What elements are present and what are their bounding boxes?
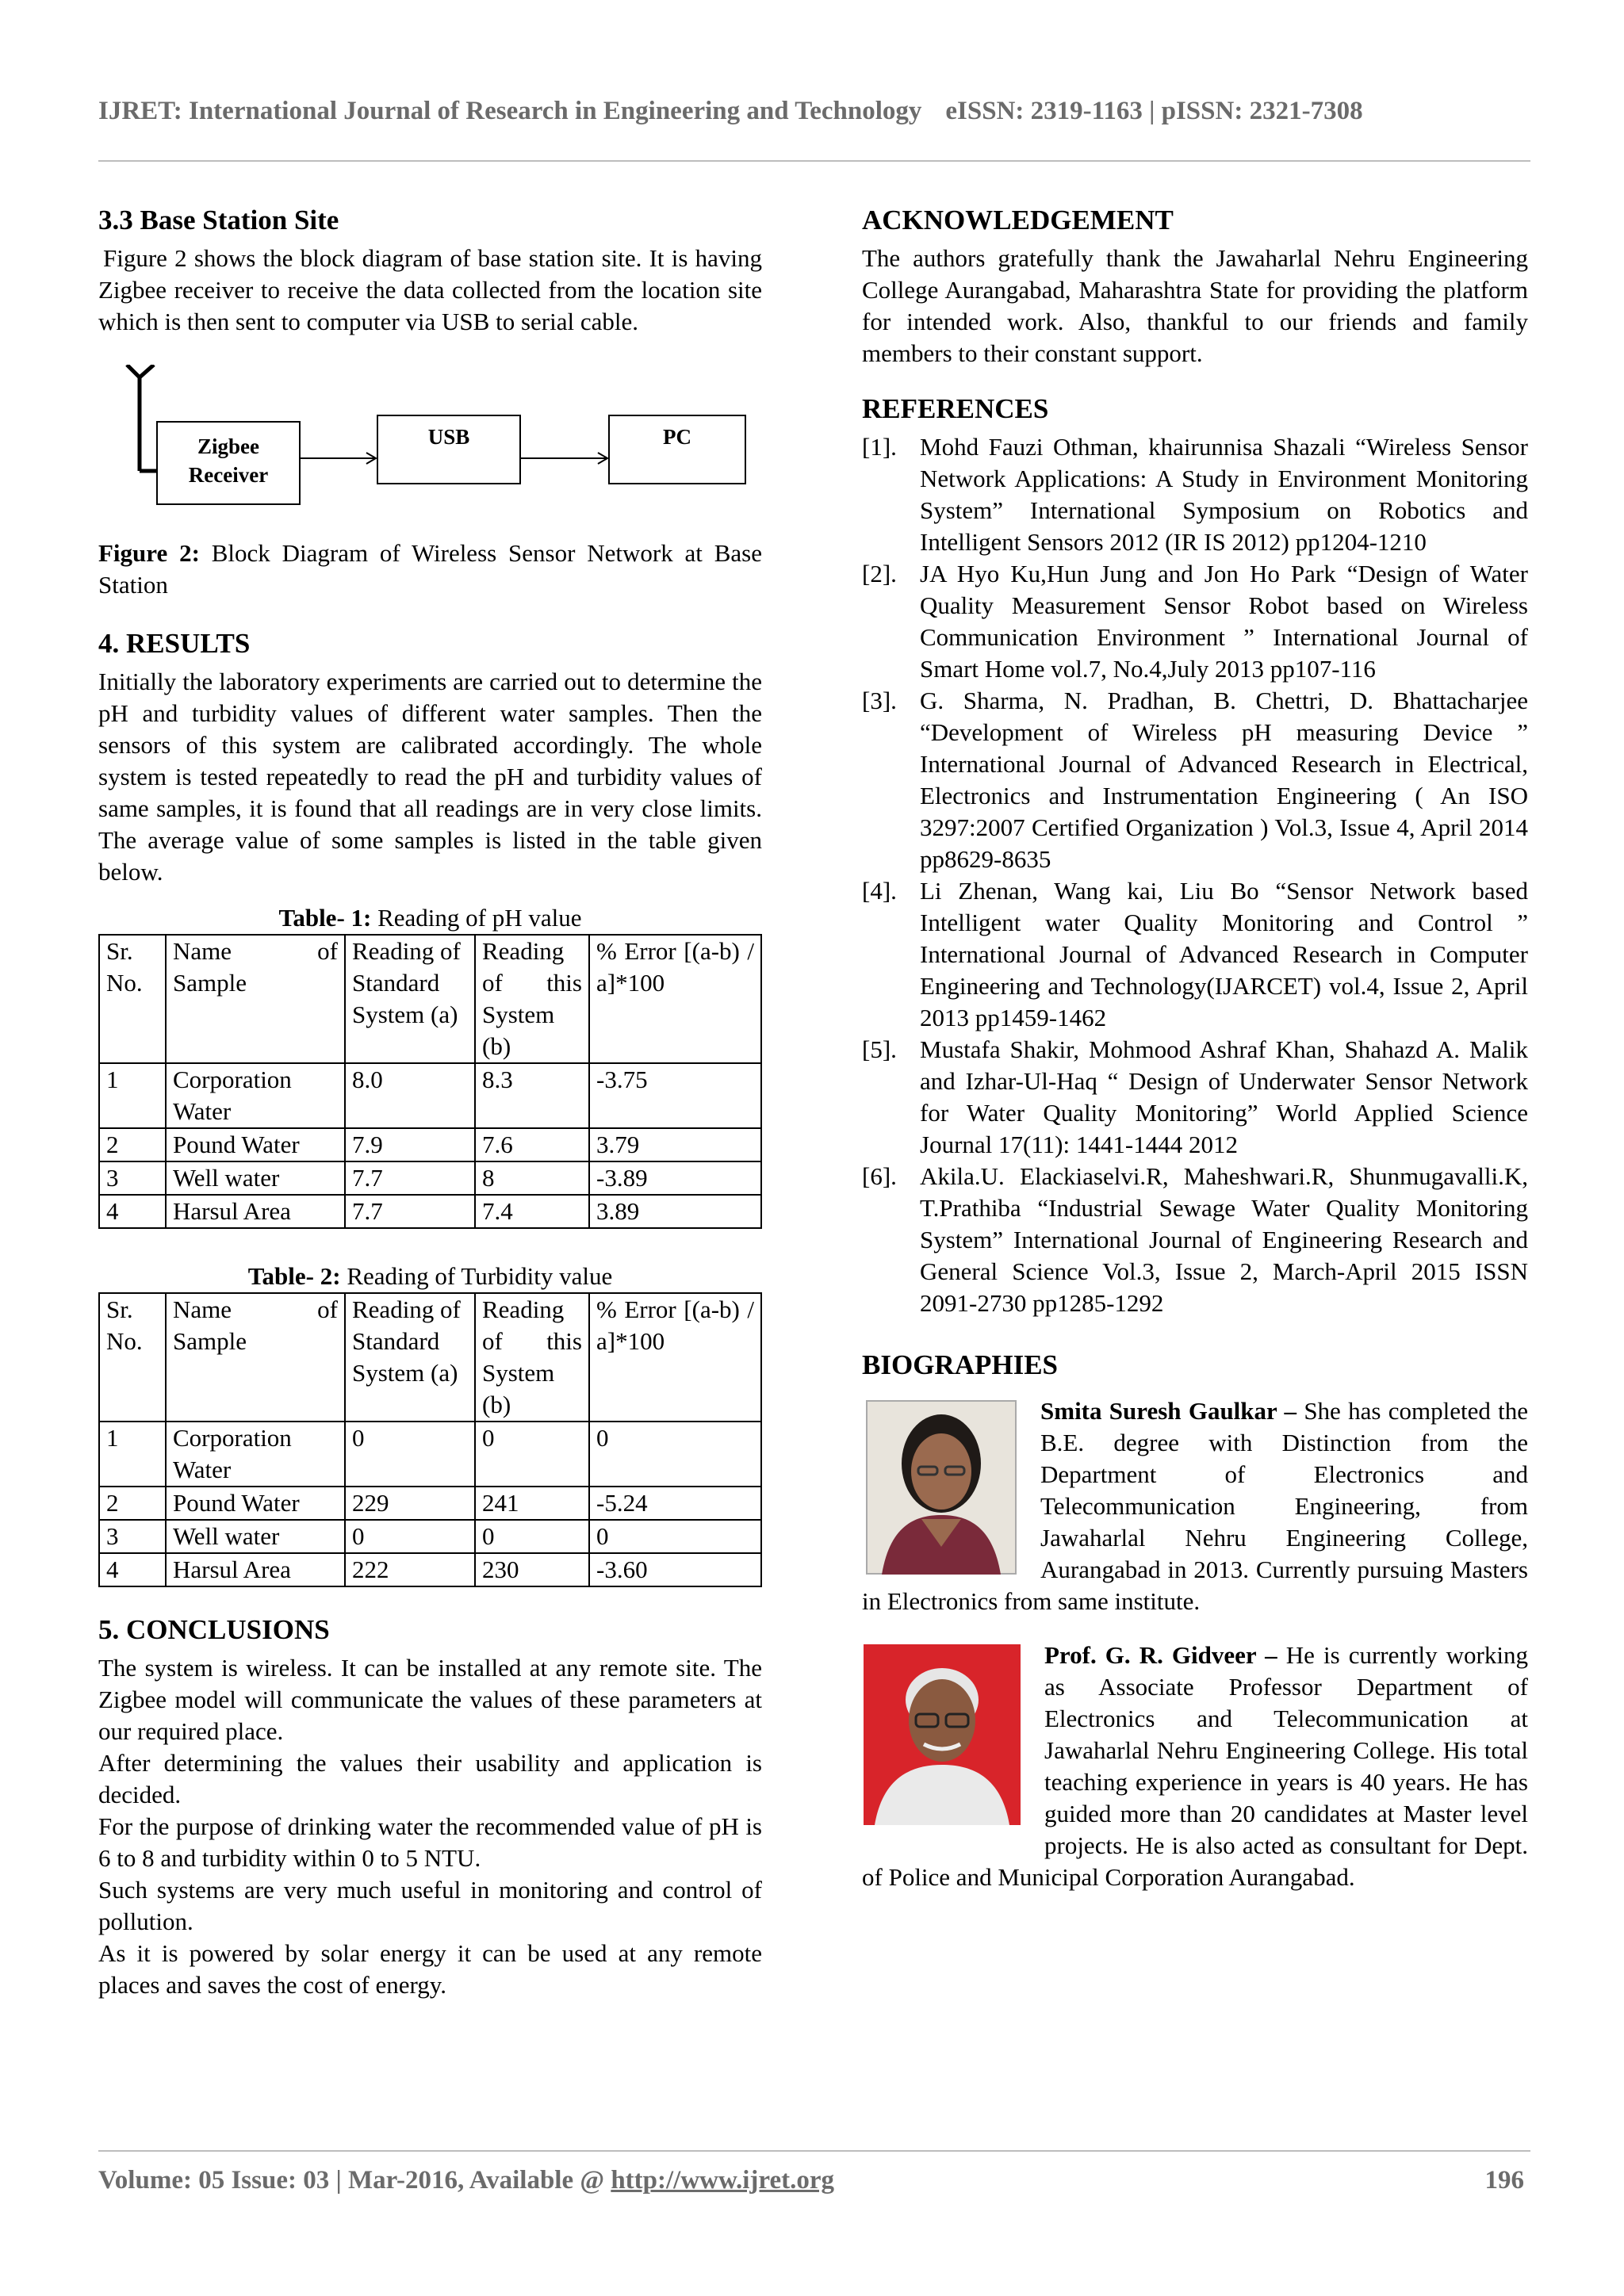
- table-cell: 3: [99, 1520, 166, 1553]
- zigbee-label-1: Zigbee: [197, 434, 259, 458]
- table-cell: 7.9: [345, 1128, 475, 1161]
- figure-2-caption-text: Block Diagram of Wireless Sensor Network at Base Station: [98, 539, 762, 599]
- reference-text: Mohd Fauzi Othman, khairunnisa Shazali “Wireless Sensor Network Applications: A Study in Environment Monitoring System” International Symposium on Robotics and Intelligent Sensors 2012 (IR IS 2012) pp1204-1210: [920, 433, 1528, 556]
- table-header-cell: Sr. No.: [99, 1293, 166, 1422]
- running-footer: [98, 2166, 1524, 2195]
- reference-item: [862, 558, 1528, 685]
- pc-label: PC: [663, 425, 691, 449]
- author-1-bio: She has completed the B.E. degree with Distinction from the Department of Electronics and Telecommunication Engineering, from Jawaharlal Nehru Engineering College, Aurangabad in 2013. Currently pursuing Masters in Electronics from same institute.: [862, 1397, 1528, 1615]
- table-row: [99, 1422, 761, 1487]
- table-header-cell: Reading of this System (b): [475, 1293, 589, 1422]
- table-header-cell: Sr. No.: [99, 935, 166, 1063]
- table-header-row: [99, 935, 761, 1063]
- author-portrait-icon: [866, 1400, 1017, 1575]
- table-row: [99, 1553, 761, 1586]
- references-heading: REFERENCES: [862, 393, 1049, 424]
- author-2-bio: He is currently working as Associate Professor Department of Electronics and Telecommunication at Jawaharlal Nehru Engineering College. His total teaching experience in years is 40 years. He has guided more than 20 candidates at Master level projects. He is also acted as consultant for Dept. of Police and Municipal Corporation Aurangabad.: [862, 1641, 1528, 1891]
- reference-text: JA Hyo Ku,Hun Jung and Jon Ho Park “Design of Water Quality Measurement Sensor Robot based on Wireless Communication Environment ” International Journal of Smart Home vol.7, No.4,July 2013 pp107-116: [920, 560, 1528, 683]
- table-cell: 8.0: [345, 1063, 475, 1128]
- table-cell: 0: [345, 1520, 475, 1553]
- table-row: [99, 1128, 761, 1161]
- table-cell: Well water: [166, 1161, 345, 1195]
- table-header-cell: Name of Sample: [166, 935, 345, 1063]
- table-2-caption-text: Reading of Turbidity value: [347, 1262, 613, 1290]
- reference-number: [1].: [862, 433, 897, 461]
- biography-1: [862, 1395, 1528, 1617]
- table-cell: -3.60: [589, 1553, 761, 1586]
- table-1: [98, 934, 762, 1229]
- table-cell: -3.89: [589, 1161, 761, 1195]
- reference-number: [2].: [862, 560, 897, 587]
- ack-text: The authors gratefully thank the Jawaharlal Nehru Engineering College Aurangabad, Maharashtra State for providing the platform for intended work. Also, thankful to our friends and family members to their constant support.: [862, 244, 1528, 367]
- reference-number: [6].: [862, 1162, 897, 1190]
- table-cell: 8.3: [475, 1063, 589, 1128]
- left-column: [98, 198, 762, 2001]
- table-row: [99, 1195, 761, 1228]
- volume-info: Volume: 05 Issue: 03 | Mar-2016, Available @: [98, 2166, 611, 2195]
- author-portrait-icon: [864, 1644, 1021, 1825]
- table-cell: 0: [475, 1422, 589, 1487]
- table-cell: -5.24: [589, 1487, 761, 1520]
- table-cell: 4: [99, 1195, 166, 1228]
- table-cell: 0: [589, 1520, 761, 1553]
- figure-2-caption: [98, 538, 762, 601]
- table-cell: 8: [475, 1161, 589, 1195]
- footer-rule: [98, 2150, 1530, 2152]
- conclusions-heading: 5. CONCLUSIONS: [98, 1614, 330, 1645]
- reference-item: [862, 685, 1528, 875]
- reference-number: [4].: [862, 877, 897, 905]
- reference-number: [5].: [862, 1035, 897, 1063]
- table-cell: 229: [345, 1487, 475, 1520]
- block-diagram: [98, 365, 762, 523]
- table-cell: 2: [99, 1128, 166, 1161]
- author-2-name: Prof. G. R. Gidveer –: [1044, 1641, 1277, 1669]
- table-header-cell: % Error [(a-b) / a]*100: [589, 935, 761, 1063]
- table-cell: 0: [475, 1520, 589, 1553]
- reference-item: [862, 431, 1528, 558]
- biographies-heading: BIOGRAPHIES: [862, 1349, 1058, 1380]
- table-cell: 1: [99, 1063, 166, 1128]
- reference-number: [3].: [862, 687, 897, 714]
- table-cell: 1: [99, 1422, 166, 1487]
- table-1-caption-text: Reading of pH value: [377, 904, 582, 932]
- table-row: [99, 1063, 761, 1128]
- table-cell: Corporation Water: [166, 1063, 345, 1128]
- table-cell: 241: [475, 1487, 589, 1520]
- conclusion-paragraph: Such systems are very much useful in monitoring and control of pollution.: [98, 1876, 762, 1935]
- table-row: [99, 1520, 761, 1553]
- reference-item: [862, 1034, 1528, 1161]
- usb-label: USB: [427, 425, 470, 449]
- table-cell: Corporation Water: [166, 1422, 345, 1487]
- author-photo-2: [864, 1644, 1021, 1825]
- table-cell: 3.89: [589, 1195, 761, 1228]
- conclusion-paragraph: After determining the values their usability and application is decided.: [98, 1749, 762, 1808]
- table-1-label: Table- 1:: [278, 904, 372, 932]
- antenna-icon: [127, 365, 157, 471]
- reference-item: [862, 1161, 1528, 1319]
- issn: eISSN: 2319-1163 | pISSN: 2321-7308: [945, 97, 1363, 125]
- table-cell: Well water: [166, 1520, 345, 1553]
- table-cell: Pound Water: [166, 1128, 345, 1161]
- table-cell: 0: [345, 1422, 475, 1487]
- reference-text: Akila.U. Elackiaselvi.R, Maheshwari.R, Shunmugavalli.K, T.Prathiba “Industrial Sewage Water Quality Monitoring System” International Journal of Engineering Research and General Science Vol.3, Issue 2, March-April 2015 ISSN 2091-2730 pp1285-1292: [920, 1162, 1528, 1317]
- table-header-cell: Reading of this System (b): [475, 935, 589, 1063]
- page-number: 196: [1484, 2166, 1524, 2195]
- table-cell: 4: [99, 1553, 166, 1586]
- table-cell: Harsul Area: [166, 1195, 345, 1228]
- table-cell: 222: [345, 1553, 475, 1586]
- table-cell: 7.6: [475, 1128, 589, 1161]
- header-rule: [98, 160, 1530, 162]
- table-cell: 3.79: [589, 1128, 761, 1161]
- table-header-row: [99, 1293, 761, 1422]
- table-cell: Pound Water: [166, 1487, 345, 1520]
- reference-text: G. Sharma, N. Pradhan, B. Chettri, D. Bhattacharjee “Development of Wireless pH measuring Device ” International Journal of Advanced Research in Electrical, Electronics and Instrumentation Engineering ( An ISO 3297:2007 Certified Organization ) Vol.3, Issue 4, April 2014 pp8629-8635: [920, 687, 1528, 873]
- table-cell: 0: [589, 1422, 761, 1487]
- biography-2: [862, 1640, 1528, 1893]
- reference-text: Li Zhenan, Wang kai, Liu Bo “Sensor Network based Intelligent water Quality Monitoring and Control ” International Journal of Advanced Research in Computer Engineering and Technology(IJARCET) vol.4, Issue 2, April 2013 pp1459-1462: [920, 877, 1528, 1031]
- journal-name: IJRET: International Journal of Research in Engineering and Technology: [98, 97, 922, 125]
- table-cell: Harsul Area: [166, 1553, 345, 1586]
- table-row: [99, 1161, 761, 1195]
- figure-2-label: Figure 2:: [98, 539, 200, 567]
- table-cell: 7.4: [475, 1195, 589, 1228]
- table-2: [98, 1292, 762, 1587]
- conclusion-paragraph: As it is powered by solar energy it can be used at any remote places and saves the cost of energy.: [98, 1939, 762, 1999]
- table-cell: 7.7: [345, 1161, 475, 1195]
- reference-text: Mustafa Shakir, Mohmood Ashraf Khan, Shahazd A. Malik and Izhar-Ul-Haq “ Design of Underwater Sensor Network for Water Quality Monitoring” World Applied Science Journal 17(11): 1441-1444 2012: [920, 1035, 1528, 1158]
- table-header-cell: Reading of Standard System (a): [345, 935, 475, 1063]
- table-cell: -3.75: [589, 1063, 761, 1128]
- table-2-label: Table- 2:: [247, 1262, 341, 1290]
- section-base-text: Figure 2 shows the block diagram of base station site. It is having Zigbee receiver to receive the data collected from the location site which is then sent to computer via USB to serial cable.: [98, 244, 762, 335]
- ack-heading: ACKNOWLEDGEMENT: [862, 205, 1174, 235]
- reference-item: [862, 875, 1528, 1034]
- section-base-heading: 3.3 Base Station Site: [98, 205, 339, 235]
- figure-2-diagram: [98, 365, 762, 523]
- table-header-cell: Name of Sample: [166, 1293, 345, 1422]
- table-header-cell: % Error [(a-b) / a]*100: [589, 1293, 761, 1422]
- results-heading: 4. RESULTS: [98, 628, 251, 659]
- author-photo-1: [866, 1400, 1017, 1575]
- running-header: [98, 97, 1526, 126]
- table-row: [99, 1487, 761, 1520]
- table-header-cell: Reading of Standard System (a): [345, 1293, 475, 1422]
- table-2-caption: [98, 1261, 762, 1292]
- reference-list: [862, 431, 1528, 1319]
- conclusion-paragraph: The system is wireless. It can be installed at any remote site. The Zigbee model will communicate the values of these parameters at our required place.: [98, 1654, 762, 1745]
- table-cell: 3: [99, 1161, 166, 1195]
- table-1-caption: [98, 902, 762, 934]
- zigbee-label-2: Receiver: [188, 463, 269, 487]
- author-1-name: Smita Suresh Gaulkar –: [1040, 1397, 1297, 1425]
- table-cell: 230: [475, 1553, 589, 1586]
- right-column: [862, 198, 1528, 1893]
- table-cell: 2: [99, 1487, 166, 1520]
- journal-link[interactable]: http://www.ijret.org: [611, 2166, 834, 2195]
- results-text: Initially the laboratory experiments are carried out to determine the pH and turbidity values of different water samples. Then the sensors of this system are calibrated accordingly. The whole system is tested repeatedly to read the pH and turbidity values of same samples, it is found that all readings are in very close limits. The average value of some samples is listed in the table given below.: [98, 668, 762, 886]
- conclusion-paragraph: For the purpose of drinking water the recommended value of pH is 6 to 8 and turbidity within 0 to 5 NTU.: [98, 1812, 762, 1872]
- table-cell: 7.7: [345, 1195, 475, 1228]
